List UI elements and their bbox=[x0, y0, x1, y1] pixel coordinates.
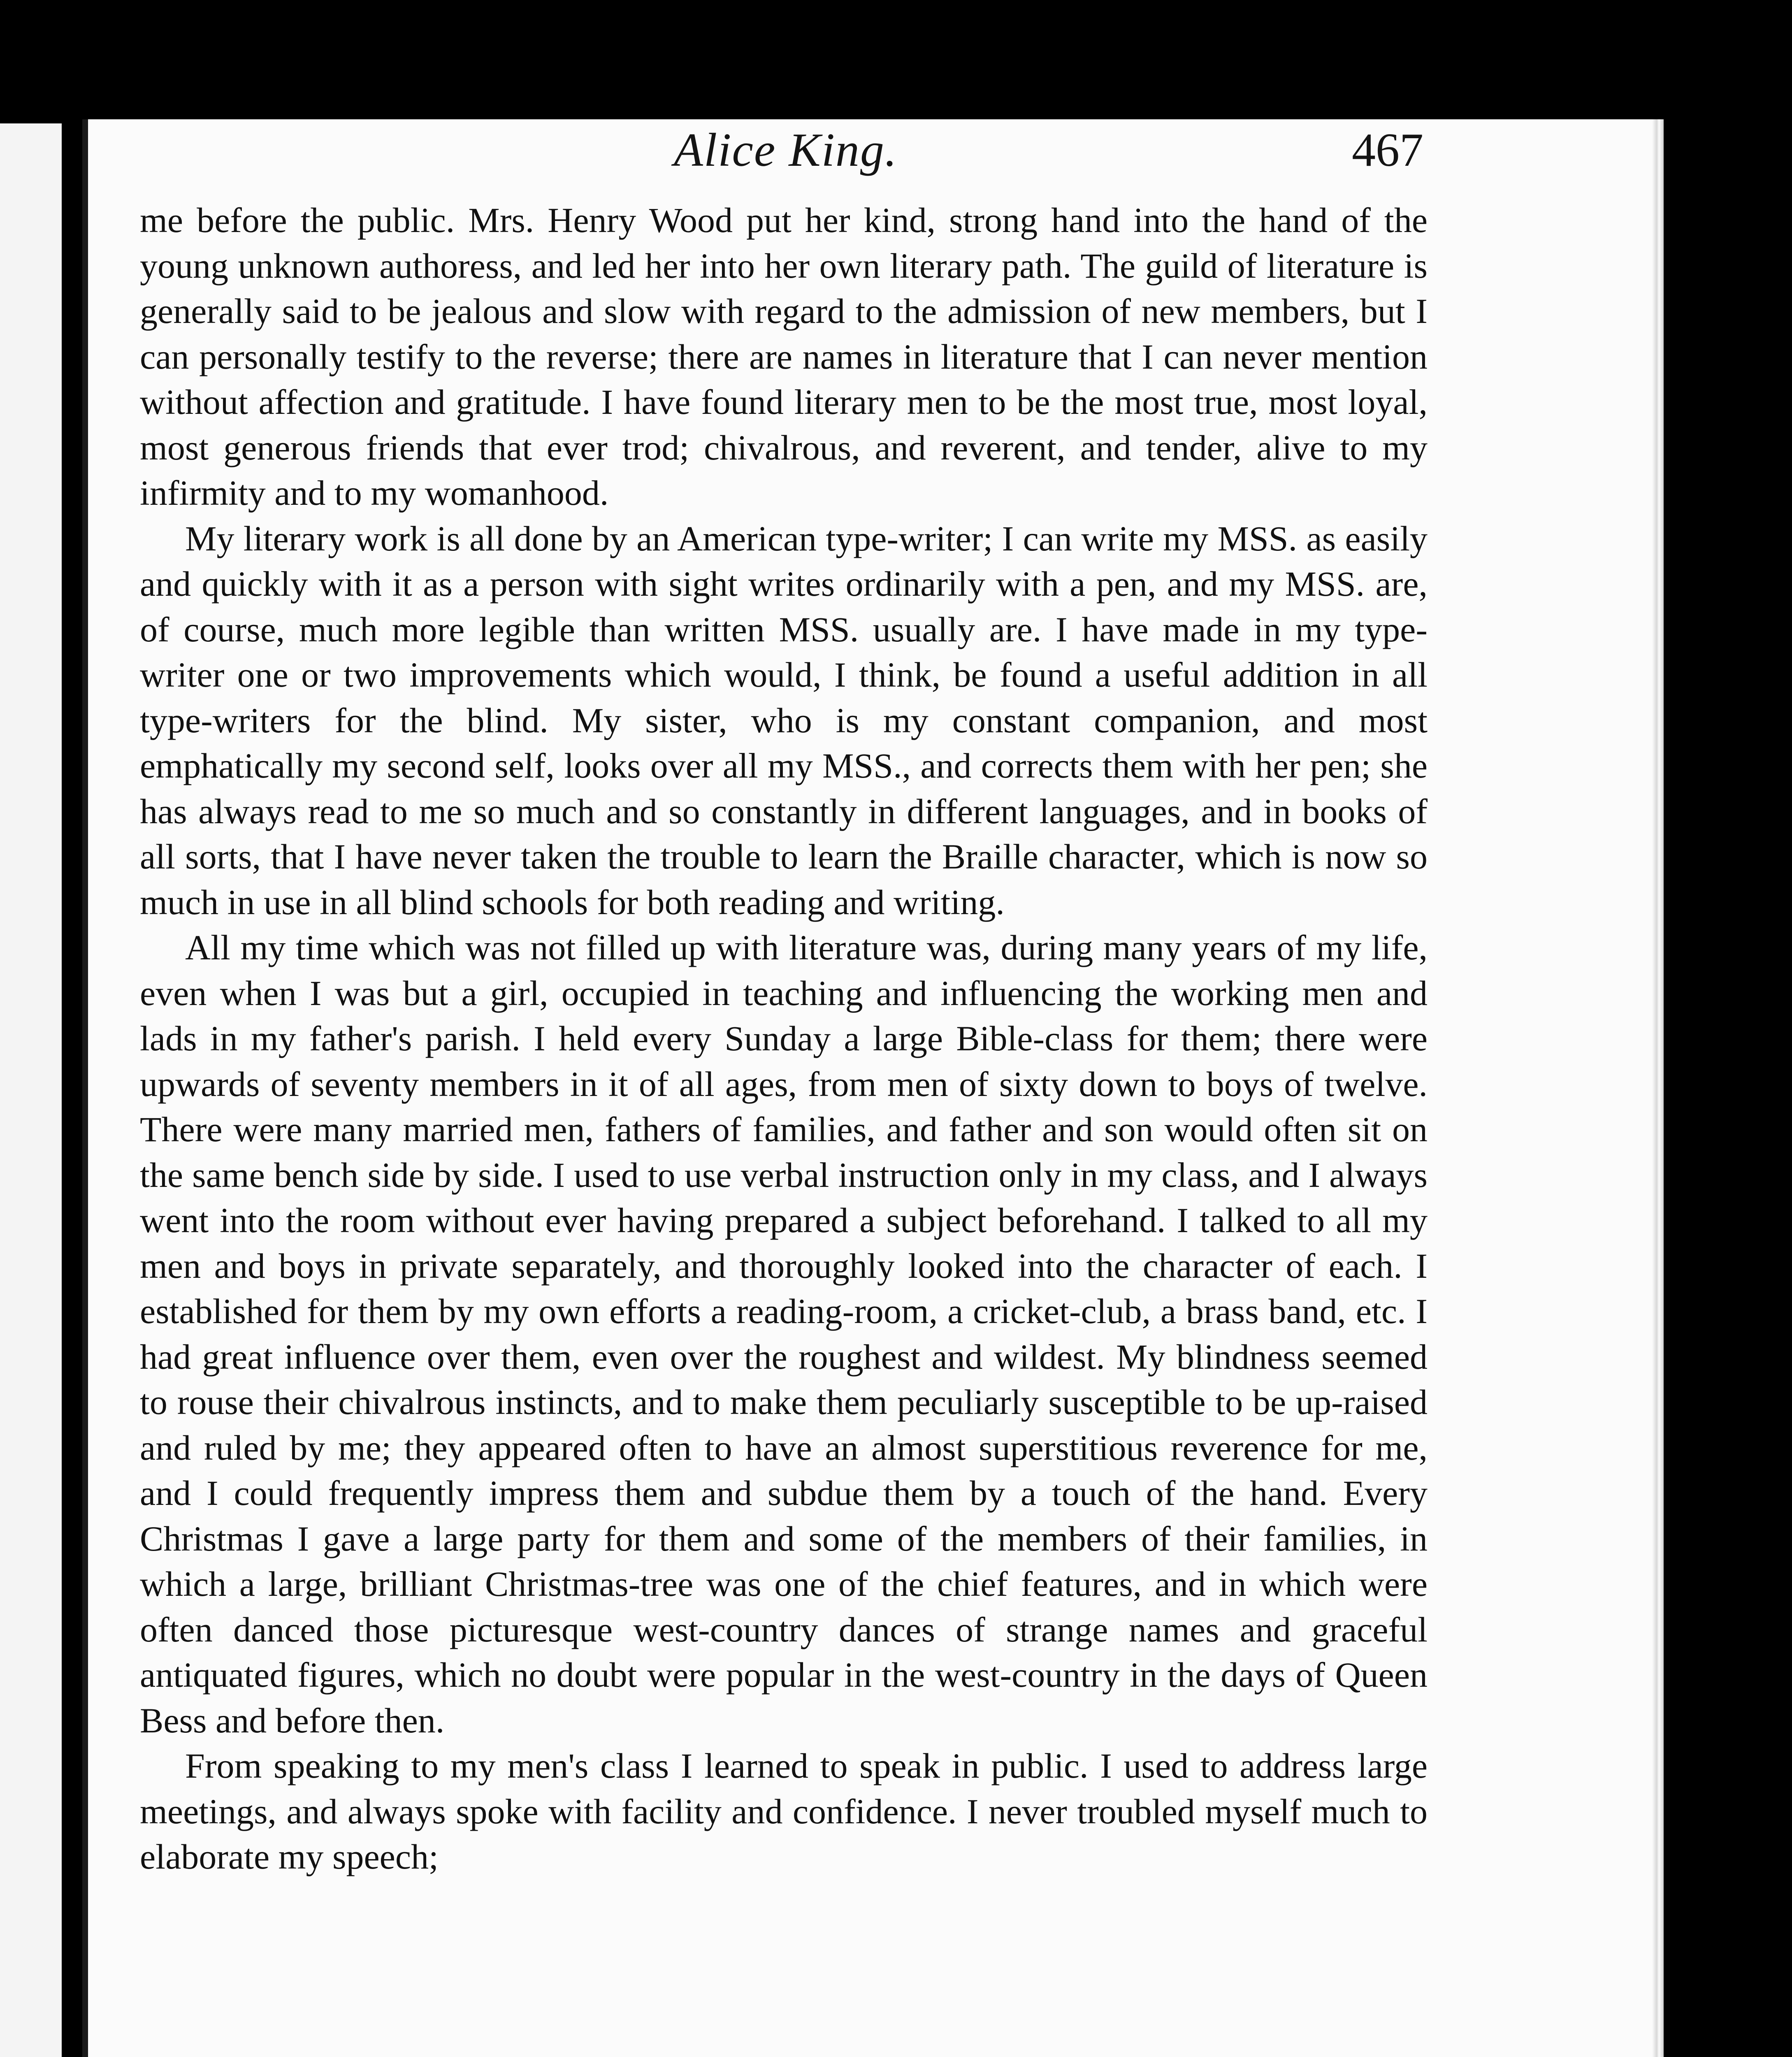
facing-page-edge bbox=[0, 123, 62, 2057]
page-number: 467 bbox=[1352, 124, 1423, 176]
paragraph-2: My literary work is all done by an American type-writer; I can write my MSS. as easily and quickly with it as a person with sight writes ordinarily with a pen, and my MSS. are, of course, much more legible than written MSS. usually are. I have made in my type-writer one or two improvements which would, I think, be found a useful addition in all type-writers for the blind. My sister, who is my constant companion, and most emphatically my second self, looks over all my MSS., and corrects them with her pen; she has always read to me so much and so constantly in different languages, and in books of all sorts, that I have never taken the trouble to learn the Braille character, which is now so much in use in all blind schools for both reading and writing. bbox=[140, 518, 1428, 922]
page-fore-edge bbox=[1652, 119, 1664, 2057]
running-head bbox=[148, 111, 1423, 189]
body-text bbox=[140, 197, 1428, 1880]
paragraph-4: From speaking to my men's class I learned to speak in public. I used to address large meetings, and always spoke with facility and confidence. I never troubled myself much to elaborate my speech; bbox=[140, 1746, 1428, 1876]
running-title: Alice King. bbox=[674, 124, 898, 176]
paragraph-1: me before the public. Mrs. Henry Wood put her kind, strong hand into the hand of the young unknown authoress, and led her into her own literary path. The guild of literature is generally said to be jealous and slow with regard to the admission of new members, but I can personally testify to the reverse; there are names in literature that I can never mention without affection and gratitude. I have found literary men to be the most true, most loyal, most generous friends that ever trod; chivalrous, and reverent, and tender, alive to my infirmity and to my womanhood. bbox=[140, 200, 1428, 513]
paragraph-3: All my time which was not filled up with literature was, during many years of my life, even when I was but a girl, occupied in teaching and influencing the working men and lads in my father's parish. I held every Sunday a large Bible-class for them; there were upwards of seventy members in it of all ages, from men of sixty down to boys of twelve. There were many married men, fathers of families, and father and son would often sit on the same bench side by side. I used to use verbal instruction only in my class, and I always went into the room without ever having prepared a subject beforehand. I talked to all my men and boys in private separately, and thoroughly looked into the character of each. I established for them by my own efforts a reading-room, a cricket-club, a brass band, etc. I had great influence over them, even over the roughest and wildest. My blindness seemed to rouse their chivalrous instincts, and to make them peculiarly susceptible to be up-raised and ruled by me; they appeared often to have an almost superstitious reverence for me, and I could frequently impress them and subdue them by a touch of the hand. Every Christmas I gave a large party for them and some of the members of their families, in which a large, brilliant Christmas-tree was one of the chief features, and in which were often danced those picturesque west-country dances of strange names and graceful antiquated figures, which no doubt were popular in the west-country in the days of Queen Bess and before then. bbox=[140, 928, 1428, 1740]
